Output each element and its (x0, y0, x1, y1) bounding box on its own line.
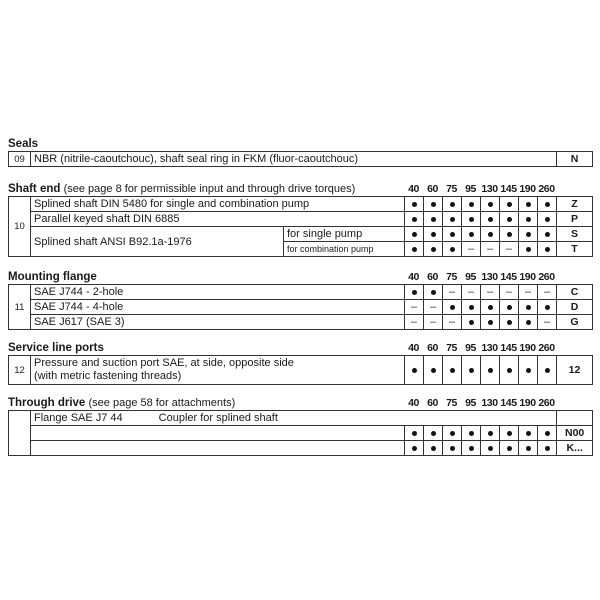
size-column-header: 145 (500, 397, 517, 409)
available-dot-icon (507, 431, 512, 436)
not-available-dash-icon: – (448, 316, 456, 328)
availability-cell (500, 426, 519, 441)
section-mounting-flange (8, 268, 592, 330)
section-title: Service line ports (8, 342, 104, 354)
availability-cell (405, 356, 424, 385)
row-number: 10 (9, 197, 31, 257)
availability-cell (481, 212, 500, 227)
option-label-line: (with metric fastening threads) (34, 370, 182, 382)
available-dot-icon (412, 247, 417, 252)
available-dot-icon (526, 305, 531, 310)
availability-cell (481, 227, 500, 242)
availability-cell (519, 242, 538, 257)
availability-cell (462, 212, 481, 227)
not-available-dash-icon: – (524, 286, 532, 298)
availability-cell (424, 285, 443, 300)
availability-cell (500, 242, 519, 257)
mounting-flange-table (8, 284, 593, 330)
section-title: Through drive (8, 397, 86, 409)
available-dot-icon (450, 202, 455, 207)
not-available-dash-icon: – (543, 316, 551, 328)
available-dot-icon (526, 431, 531, 436)
availability-cell (481, 197, 500, 212)
availability-cell (481, 242, 500, 257)
row-number: 12 (9, 356, 31, 385)
availability-cell (405, 197, 424, 212)
available-dot-icon (526, 446, 531, 451)
available-dot-icon (469, 305, 474, 310)
availability-cell (500, 197, 519, 212)
order-code: 12 (557, 356, 593, 385)
available-dot-icon (526, 202, 531, 207)
availability-cell (500, 300, 519, 315)
available-dot-icon (488, 305, 493, 310)
available-dot-icon (488, 232, 493, 237)
available-dot-icon (469, 320, 474, 325)
availability-cell (424, 315, 443, 330)
size-column-header: 40 (408, 342, 419, 354)
option-label: SAE J744 - 4-hole (31, 300, 405, 315)
availability-cell (481, 315, 500, 330)
size-column-header: 75 (446, 183, 457, 195)
size-column-header: 40 (408, 397, 419, 409)
available-dot-icon (526, 320, 531, 325)
table-row (9, 285, 593, 300)
availability-cell (462, 197, 481, 212)
availability-cell (519, 426, 538, 441)
available-dot-icon (488, 217, 493, 222)
not-available-dash-icon: – (448, 286, 456, 298)
available-dot-icon (545, 247, 550, 252)
availability-cell (443, 315, 462, 330)
section-title: Seals (8, 138, 39, 150)
not-available-dash-icon: – (410, 301, 418, 313)
available-dot-icon (412, 290, 417, 295)
section-through-drive (8, 394, 592, 456)
size-column-header: 75 (446, 271, 457, 283)
availability-cell (500, 227, 519, 242)
order-code: T (557, 242, 593, 257)
not-available-dash-icon: – (486, 286, 494, 298)
order-code: Z (557, 197, 593, 212)
table-row (9, 315, 593, 330)
availability-cell (538, 285, 557, 300)
available-dot-icon (469, 431, 474, 436)
availability-cell (519, 300, 538, 315)
available-dot-icon (507, 305, 512, 310)
availability-cell (481, 300, 500, 315)
section-service-line-ports (8, 339, 592, 385)
size-column-header: 130 (481, 183, 498, 195)
availability-cell (462, 426, 481, 441)
available-dot-icon (469, 368, 474, 373)
size-column-header: 190 (519, 271, 536, 283)
size-column-header: 130 (481, 397, 498, 409)
availability-cell (462, 315, 481, 330)
available-dot-icon (469, 202, 474, 207)
availability-cell (538, 242, 557, 257)
available-dot-icon (431, 446, 436, 451)
available-dot-icon (545, 305, 550, 310)
availability-cell (424, 242, 443, 257)
availability-cell (405, 315, 424, 330)
section-note: (see page 58 for attachments) (88, 397, 236, 409)
table-row (9, 411, 593, 426)
availability-cell (443, 285, 462, 300)
section-seals (8, 135, 592, 167)
order-code (557, 411, 593, 426)
available-dot-icon (431, 431, 436, 436)
seals-table (8, 151, 593, 167)
available-dot-icon (526, 217, 531, 222)
available-dot-icon (412, 446, 417, 451)
availability-cell (519, 212, 538, 227)
service-line-ports-table (8, 355, 593, 385)
size-column-header: 40 (408, 271, 419, 283)
availability-cell (500, 315, 519, 330)
availability-cell (462, 300, 481, 315)
available-dot-icon (507, 368, 512, 373)
row-number: 11 (9, 285, 31, 330)
available-dot-icon (431, 368, 436, 373)
table-row (9, 212, 593, 227)
availability-cell (405, 242, 424, 257)
availability-cell (481, 356, 500, 385)
availability-cell (443, 441, 462, 456)
table-row (9, 152, 593, 167)
availability-cell (405, 441, 424, 456)
table-row (9, 441, 593, 456)
size-column-header: 190 (519, 342, 536, 354)
section-header (8, 135, 592, 150)
available-dot-icon (488, 320, 493, 325)
availability-cell (500, 285, 519, 300)
size-column-header: 40 (408, 183, 419, 195)
available-dot-icon (545, 431, 550, 436)
size-column-header: 130 (481, 271, 498, 283)
availability-cell (424, 426, 443, 441)
availability-cell (481, 285, 500, 300)
size-column-header: 260 (538, 342, 555, 354)
not-available-dash-icon: – (505, 286, 513, 298)
availability-cell (424, 197, 443, 212)
available-dot-icon (507, 202, 512, 207)
availability-cell (424, 212, 443, 227)
available-dot-icon (507, 232, 512, 237)
option-label-line: Pressure and suction port SAE, at side, opposite side (34, 357, 294, 369)
availability-cell (443, 197, 462, 212)
option-label: NBR (nitrile-caoutchouc), shaft seal ring in FKM (fluor-caoutchouc) (31, 152, 557, 167)
size-column-header: 260 (538, 271, 555, 283)
not-available-dash-icon: – (429, 301, 437, 313)
availability-cell (519, 227, 538, 242)
option-label (31, 411, 557, 426)
option-label: SAE J617 (SAE 3) (31, 315, 405, 330)
available-dot-icon (412, 217, 417, 222)
availability-cell (424, 227, 443, 242)
table-row (9, 227, 593, 242)
option-label: for combination pump (284, 242, 405, 257)
availability-cell (462, 441, 481, 456)
size-column-header: 95 (465, 397, 476, 409)
option-label: for single pump (284, 227, 405, 242)
section-header (8, 180, 592, 195)
availability-cell (519, 356, 538, 385)
through-drive-table (8, 410, 593, 456)
availability-cell (462, 285, 481, 300)
available-dot-icon (450, 431, 455, 436)
availability-cell (481, 441, 500, 456)
availability-cell (538, 212, 557, 227)
not-available-dash-icon: – (505, 243, 513, 255)
availability-cell (462, 356, 481, 385)
availability-cell (424, 441, 443, 456)
available-dot-icon (469, 232, 474, 237)
availability-cell (500, 212, 519, 227)
order-code: G (557, 315, 593, 330)
availability-cell (462, 242, 481, 257)
available-dot-icon (469, 217, 474, 222)
availability-cell (443, 300, 462, 315)
table-row (9, 426, 593, 441)
available-dot-icon (488, 431, 493, 436)
row-number: 09 (9, 152, 31, 167)
size-column-header: 130 (481, 342, 498, 354)
row-number (9, 411, 31, 456)
availability-cell (443, 356, 462, 385)
order-code: D (557, 300, 593, 315)
available-dot-icon (412, 202, 417, 207)
size-column-header: 75 (446, 342, 457, 354)
option-label-part: Flange SAE J7 44 (34, 412, 123, 424)
order-code: N00 (557, 426, 593, 441)
available-dot-icon (545, 446, 550, 451)
availability-cell (405, 300, 424, 315)
availability-cell (443, 242, 462, 257)
available-dot-icon (412, 232, 417, 237)
size-column-header: 60 (427, 342, 438, 354)
not-available-dash-icon: – (429, 316, 437, 328)
option-label: Splined shaft ANSI B92.1a-1976 (31, 227, 284, 257)
size-column-header: 95 (465, 271, 476, 283)
available-dot-icon (412, 431, 417, 436)
table-row (9, 356, 593, 385)
section-note: (see page 8 for permissible input and through drive torques) (63, 183, 356, 195)
availability-cell (538, 197, 557, 212)
size-column-header: 60 (427, 183, 438, 195)
availability-cell (462, 227, 481, 242)
not-available-dash-icon: – (467, 286, 475, 298)
available-dot-icon (469, 446, 474, 451)
availability-cell (405, 285, 424, 300)
available-dot-icon (545, 202, 550, 207)
size-column-header: 95 (465, 183, 476, 195)
not-available-dash-icon: – (486, 243, 494, 255)
size-column-header: 95 (465, 342, 476, 354)
option-label-part: Coupler for splined shaft (158, 412, 278, 424)
section-header (8, 268, 592, 283)
available-dot-icon (431, 247, 436, 252)
available-dot-icon (450, 446, 455, 451)
size-column-header: 190 (519, 183, 536, 195)
order-code: N (557, 152, 593, 167)
order-code: C (557, 285, 593, 300)
availability-cell (519, 197, 538, 212)
size-column-header: 145 (500, 342, 517, 354)
option-label: Parallel keyed shaft DIN 6885 (31, 212, 405, 227)
available-dot-icon (450, 305, 455, 310)
available-dot-icon (526, 247, 531, 252)
availability-cell (519, 315, 538, 330)
option-label: Splined shaft DIN 5480 for single and combination pump (31, 197, 405, 212)
not-available-dash-icon: – (543, 286, 551, 298)
availability-cell (424, 300, 443, 315)
availability-cell (405, 212, 424, 227)
available-dot-icon (450, 368, 455, 373)
section-title: Shaft end (8, 183, 61, 195)
availability-cell (519, 441, 538, 456)
available-dot-icon (488, 202, 493, 207)
availability-cell (519, 285, 538, 300)
available-dot-icon (507, 217, 512, 222)
order-code: P (557, 212, 593, 227)
size-column-header: 60 (427, 271, 438, 283)
availability-cell (481, 426, 500, 441)
size-column-header: 190 (519, 397, 536, 409)
size-column-header: 145 (500, 271, 517, 283)
table-row (9, 300, 593, 315)
option-label (31, 426, 405, 441)
availability-cell (424, 356, 443, 385)
availability-cell (405, 227, 424, 242)
available-dot-icon (545, 232, 550, 237)
available-dot-icon (507, 320, 512, 325)
section-title: Mounting flange (8, 271, 97, 283)
option-label: SAE J744 - 2-hole (31, 285, 405, 300)
availability-cell (538, 300, 557, 315)
size-column-header: 260 (538, 397, 555, 409)
availability-cell (500, 441, 519, 456)
available-dot-icon (545, 217, 550, 222)
availability-cell (443, 212, 462, 227)
not-available-dash-icon: – (410, 316, 418, 328)
table-row (9, 197, 593, 212)
available-dot-icon (412, 368, 417, 373)
size-column-header: 60 (427, 397, 438, 409)
available-dot-icon (488, 446, 493, 451)
not-available-dash-icon: – (467, 243, 475, 255)
available-dot-icon (450, 247, 455, 252)
available-dot-icon (450, 232, 455, 237)
availability-cell (538, 441, 557, 456)
available-dot-icon (526, 368, 531, 373)
available-dot-icon (431, 202, 436, 207)
option-label (31, 356, 405, 385)
availability-cell (500, 356, 519, 385)
availability-cell (538, 356, 557, 385)
availability-cell (538, 315, 557, 330)
available-dot-icon (545, 368, 550, 373)
available-dot-icon (488, 368, 493, 373)
section-shaft-end (8, 180, 592, 257)
available-dot-icon (431, 290, 436, 295)
available-dot-icon (431, 217, 436, 222)
option-label (31, 441, 405, 456)
available-dot-icon (450, 217, 455, 222)
availability-cell (538, 227, 557, 242)
section-header (8, 339, 592, 354)
order-code: S (557, 227, 593, 242)
availability-cell (443, 426, 462, 441)
availability-cell (538, 426, 557, 441)
availability-cell (443, 227, 462, 242)
available-dot-icon (507, 446, 512, 451)
shaft-end-table (8, 196, 593, 257)
size-column-header: 145 (500, 183, 517, 195)
availability-cell (405, 426, 424, 441)
section-header (8, 394, 592, 409)
size-column-header: 75 (446, 397, 457, 409)
order-code: K... (557, 441, 593, 456)
size-column-header: 260 (538, 183, 555, 195)
available-dot-icon (526, 232, 531, 237)
available-dot-icon (431, 232, 436, 237)
